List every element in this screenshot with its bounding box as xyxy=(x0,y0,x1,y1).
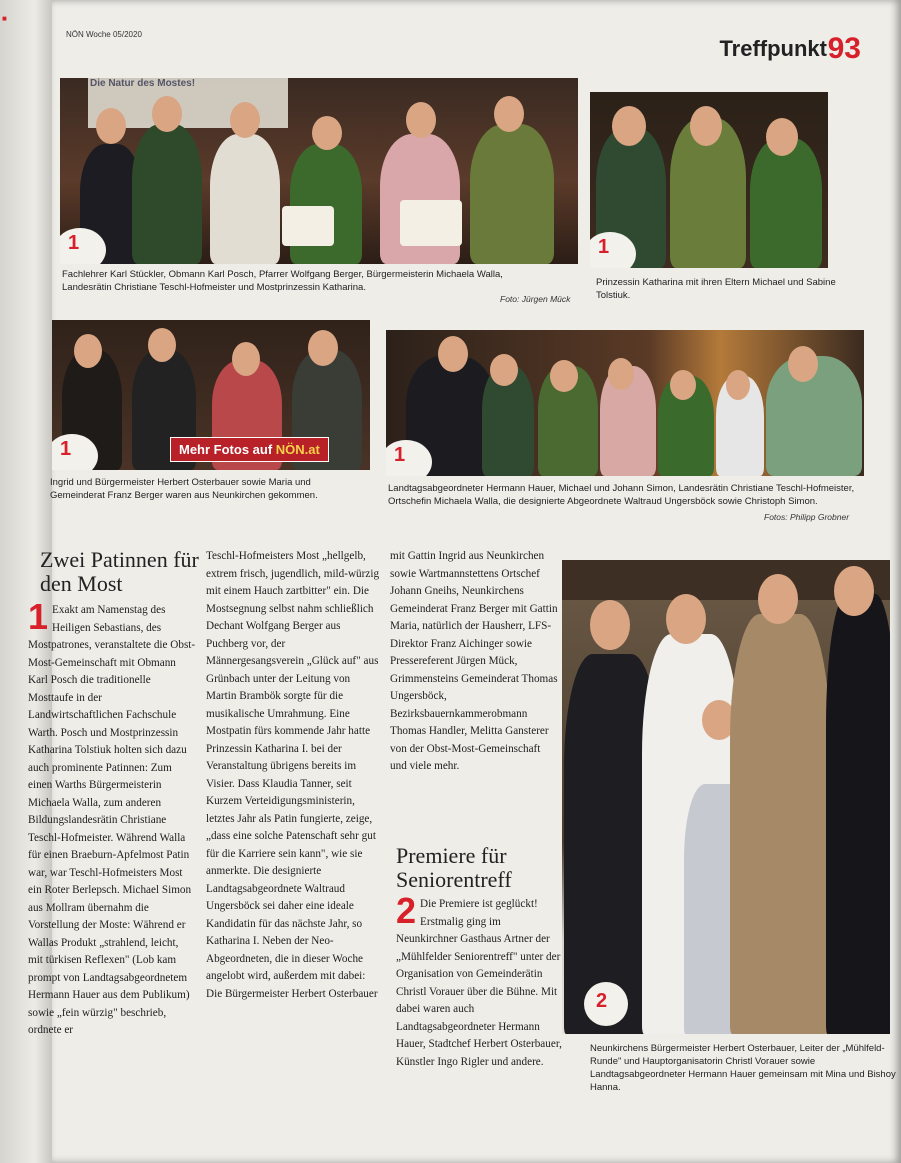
photo-simon-family xyxy=(386,330,864,476)
photo-osterbauer-berger xyxy=(52,320,370,470)
caption-photo-2: Prinzessin Katharina mit ihren Eltern Michael und Sabine Tolstiuk. xyxy=(596,277,836,301)
article-1-column-1 xyxy=(28,596,196,1040)
article-1-column-2: Teschl-Hofmeisters Most „hellgelb, extrem frisch, jugendlich, mild-würzig mit einem Hauch zartbitter" ein. Die Mostsegnung selbst nahm schließlich Dechant Wolfgang Berger aus Puchberg vor, der Männergesangsverein „Glück auf" aus Grünbach unter der Leitung von Martin Brambök sorgte für die musikalische Umrahmung. Eine Mostpatin fürs kommende Jahr hatte Prinzessin Katharina I. bei der Veranstaltung übrigens bereits im Visier. Dass Klaudia Tanner, seit Kurzem Verteidigungsministerin, letztes Jahr als Patin fungierte, zeige, „dass eine solche Patenschaft sehr gut für die Karriere sein kann", wie sie anmerkte. Die designierte Landtagsabgeordnete Waltraud Ungersböck sei daher eine ideale Kandidatin für das nächste Jahr, so Katharina I. Neben der Neo-Abgeordneten, die in dieser Woche angelobt wird, außerdem mit dabei: Die Bürgermeister Herbert Osterbauer xyxy=(206,550,380,1000)
photo-badge: 1 xyxy=(60,228,106,264)
caption-photo-4: Landtagsabgeordneter Hermann Hauer, Michael und Johann Simon, Landesrätin Christiane Teschl-Hofmeister, Ortschefin Michaela Walla, die designierte Abgeordnete Waltraud Ungersböck sowie Christoph Simon. xyxy=(388,483,855,507)
more-photos-link[interactable]: Mehr Fotos auf NÖN.at xyxy=(170,437,329,462)
article-1-number: 1 xyxy=(28,596,49,637)
photo-badge: 2 xyxy=(584,982,628,1026)
article-1-headline: Zwei Patinnen für den Most xyxy=(40,547,199,596)
page-number: 93 xyxy=(827,32,861,65)
banner-text: Die Natur des Mostes! xyxy=(90,78,196,89)
photo-seniorentreff xyxy=(562,560,890,1034)
caption-photo-3: Ingrid und Bürgermeister Herbert Osterbauer sowie Maria und Gemeinderat Franz Berger waren aus Neunkirchen gekommen. xyxy=(50,477,318,501)
article-1-column-3: mit Gattin Ingrid aus Neunkirchen sowie Wartmannstettens Ortschef Johann Gneihs, Neunkirchens Gemeinderat Franz Berger mit Gattin Maria, natürlich der Hausherr, LFS-Direktor Franz Aichinger sowie Pressereferent Jürgen Mück, Grimmensteins Gemeinderat Thomas Ungersböck, Bezirksbauernkammerobmann Thomas Handler, Melitta Gansterer von der Obst-Most-Gemeinschaft und viele mehr. xyxy=(390,550,558,772)
photo-mosttaufe-group xyxy=(60,78,578,264)
article-2-column xyxy=(396,890,564,1071)
issue-label: NÖN Woche 05/2020 xyxy=(66,30,142,39)
caption-photo-5: Neunkirchens Bürgermeister Herbert Osterbauer, Leiter der „Mühlfeld-Runde" und Hauptorganisatorin Christl Vorauer sowie Landtagsabgeordneter Hermann Hauer gemeinsam mit Mina und Bishoy Hanna. xyxy=(590,1043,896,1093)
section-title: Treffpunkt xyxy=(719,36,827,61)
photo-credit-4: Fotos: Philipp Grobner xyxy=(764,512,850,522)
photo-princess-parents xyxy=(590,92,828,268)
caption-photo-1: Fachlehrer Karl Stückler, Obmann Karl Posch, Pfarrer Wolfgang Berger, Bürgermeisterin Michaela Walla, Landesrätin Christiane Teschl-Hofmeister und Mostprinzessin Katharina. xyxy=(62,269,503,293)
article-1-text-1: Exakt am Namenstag des Heiligen Sebastians, des Mostpatrones, veranstaltete die Obst-Most-Gemeinschaft mit Obmann Karl Posch die traditionelle Mosttaufe in der Landwirtschaftlichen Fachschule Warth. Posch und Mostprinzessin Katharina Tolstiuk holten sich dazu auch prominente Patinnen: Zum einen Warths Bürgermeisterin Michaela Walla, zum anderen Bildungslandesrätin Christiane Teschl-Hofmeister. Während Walla für einen Braeburn-Apfelmost Patin war, war Teschl-Hofmeisters Most ein Roter Berlepsch. Michael Simon aus Mollram übernahm die Vorstellung der Moste: Während er Wallas Produkt „strahlend, leicht, mit türkisen Reflexen" (Lob kam prompt von Landtagsabgeordnetem Hermann Hauer aus dem Publikum) sowie „fein würzig" beschrieb, ordnete er xyxy=(28,604,196,1036)
photo-credit-1: Foto: Jürgen Mück xyxy=(500,294,571,304)
article-2-headline: Premiere für Seniorentreff xyxy=(396,843,512,892)
article-2-number: 2 xyxy=(396,890,417,931)
article-2-text: Die Premiere ist geglückt! Erstmalig ging im Neunkirchner Gasthaus Artner der „Mühlfelder Seniorentreff" unter der Organisation von Gemeinderätin Christl Vorauer über die Bühne. Mit dabei waren auch Landtagsabgeordneter Hermann Hauer, Stadtchef Herbert Osterbauer, Künstler Ingo Rigler und andere. xyxy=(396,898,562,1068)
photo-badge: 1 xyxy=(386,440,432,476)
photo-badge: 1 xyxy=(52,434,98,470)
photo-badge: 1 xyxy=(590,232,636,268)
adjacent-page-mark: ■ xyxy=(2,14,7,23)
